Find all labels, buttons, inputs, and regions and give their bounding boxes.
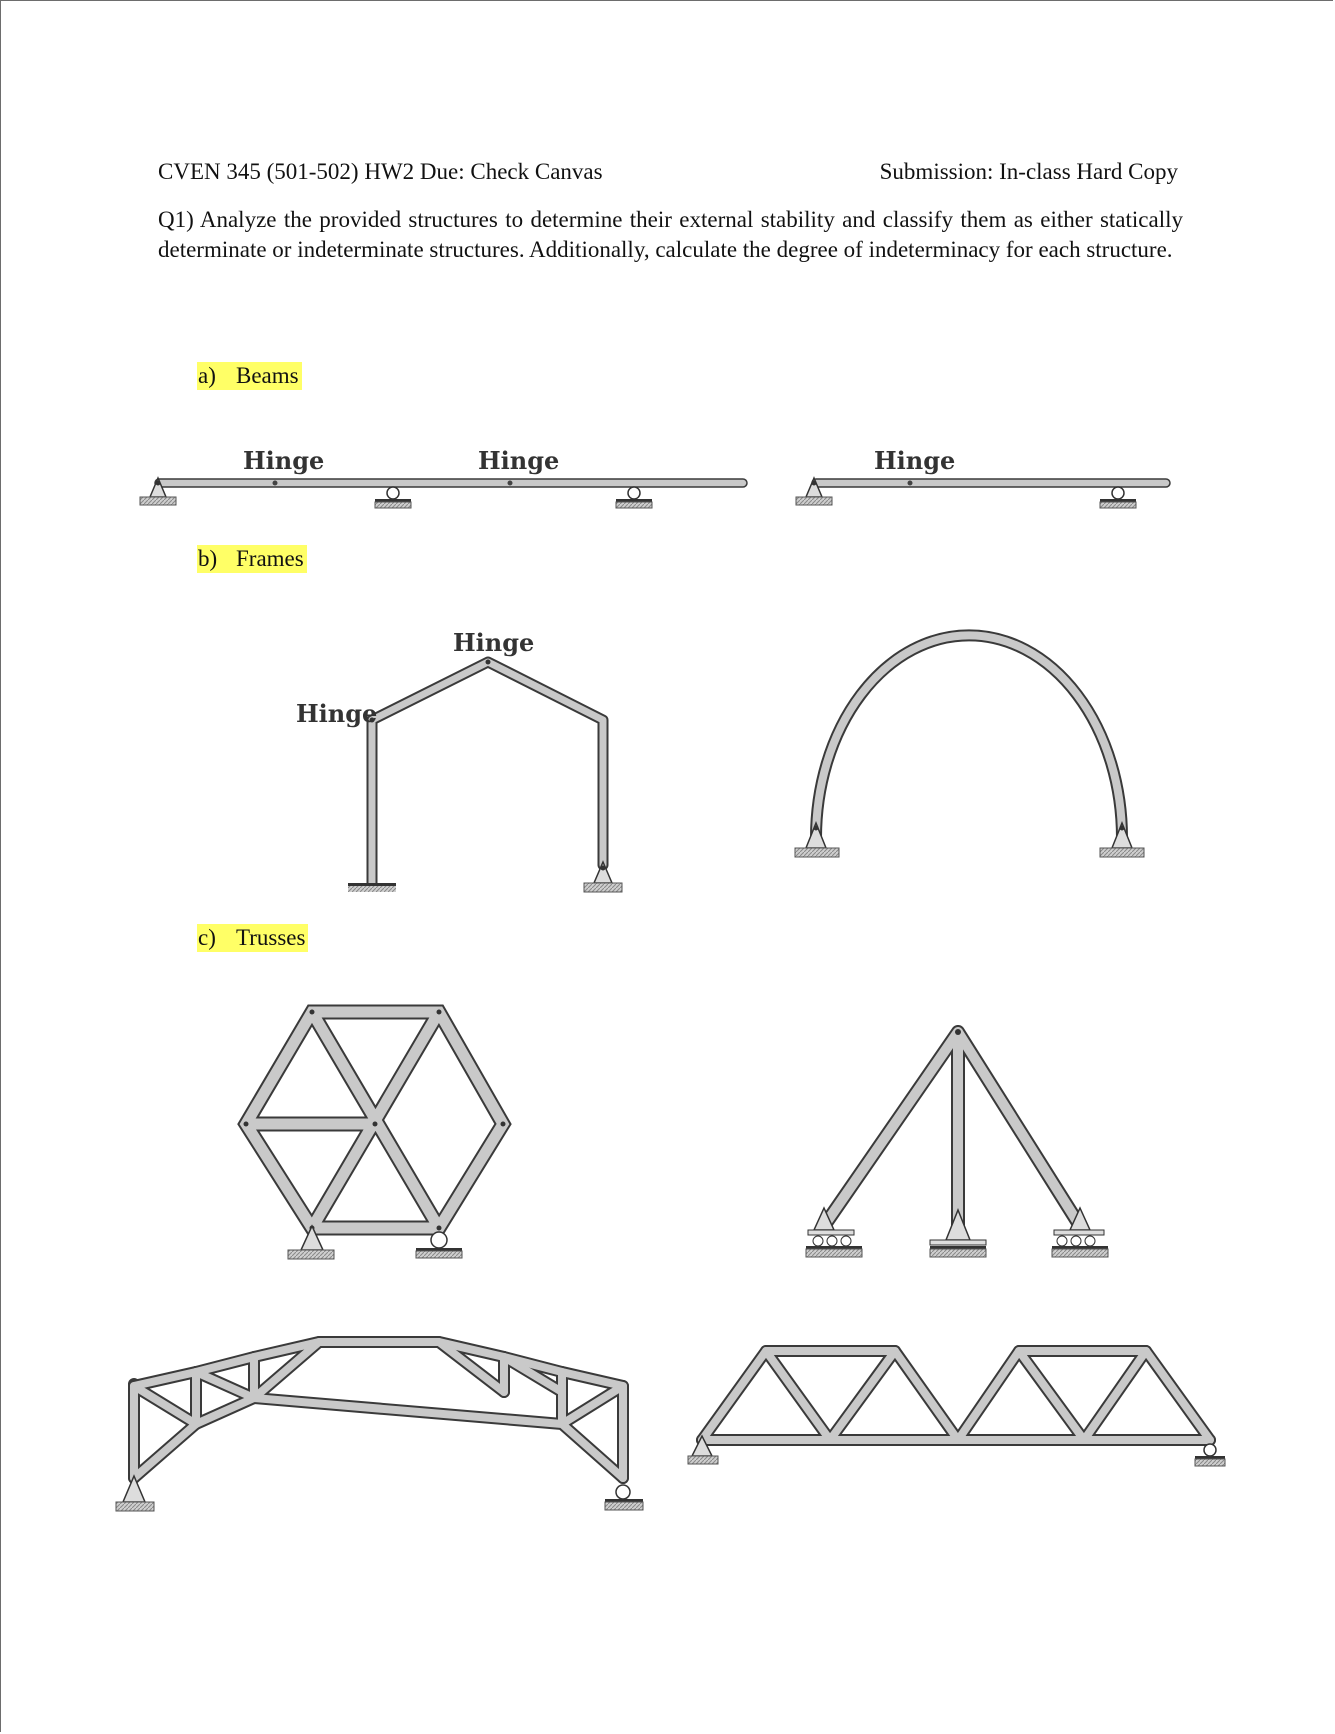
hinge-pin-icon — [486, 660, 491, 665]
roller-support-icon — [616, 487, 652, 508]
hinge-label: Hinge — [478, 446, 560, 475]
section-title: Trusses — [236, 925, 306, 950]
hinge-label: Hinge — [243, 446, 325, 475]
beam-member — [812, 479, 1170, 487]
roller-support-icon — [605, 1485, 643, 1510]
roof-truss — [116, 1342, 643, 1511]
hinge-pin-icon — [273, 481, 278, 486]
roller-support-icon — [1195, 1444, 1225, 1466]
roller-support-icon — [1100, 487, 1136, 508]
pin-support-icon — [584, 862, 622, 892]
roller-support-icon — [375, 487, 411, 508]
section-tag: a) — [198, 363, 216, 388]
section-tag: c) — [198, 925, 216, 950]
fixed-support-icon — [348, 883, 396, 892]
header-submission-info: Submission: In-class Hard Copy — [879, 159, 1178, 184]
question-text: Q1) Analyze the provided structures to determine their external stability and classify them as either statically determinate or indeterminate structures. Additionally, calculate the degree of indeterminacy for each structure. — [158, 207, 1183, 262]
hinge-pin-icon — [508, 481, 513, 486]
arch-frame — [795, 635, 1144, 857]
roller-support-icon — [416, 1232, 462, 1258]
pin-support-icon — [795, 823, 839, 857]
roller-support-icon — [1052, 1208, 1108, 1257]
section-tag: b) — [198, 546, 218, 571]
pin-support-icon — [1100, 823, 1144, 857]
hinge-label: Hinge — [453, 628, 535, 657]
beam-1 — [140, 446, 747, 508]
gable-frame — [296, 628, 622, 892]
section-title: Beams — [236, 363, 299, 388]
hinge-label: Hinge — [296, 699, 378, 728]
warren-truss — [688, 1351, 1225, 1466]
tripod-truss — [806, 1029, 1108, 1257]
pin-support-icon — [116, 1476, 154, 1511]
hexagon-truss — [244, 1010, 506, 1260]
pin-support-icon — [930, 1210, 986, 1257]
hinge-label: Hinge — [874, 446, 956, 475]
beam-member — [155, 479, 747, 487]
header-course-info: CVEN 345 (501-502) HW2 Due: Check Canvas — [158, 159, 603, 184]
hinge-pin-icon — [908, 481, 913, 486]
beam-2 — [796, 446, 1170, 508]
section-title: Frames — [236, 546, 304, 571]
